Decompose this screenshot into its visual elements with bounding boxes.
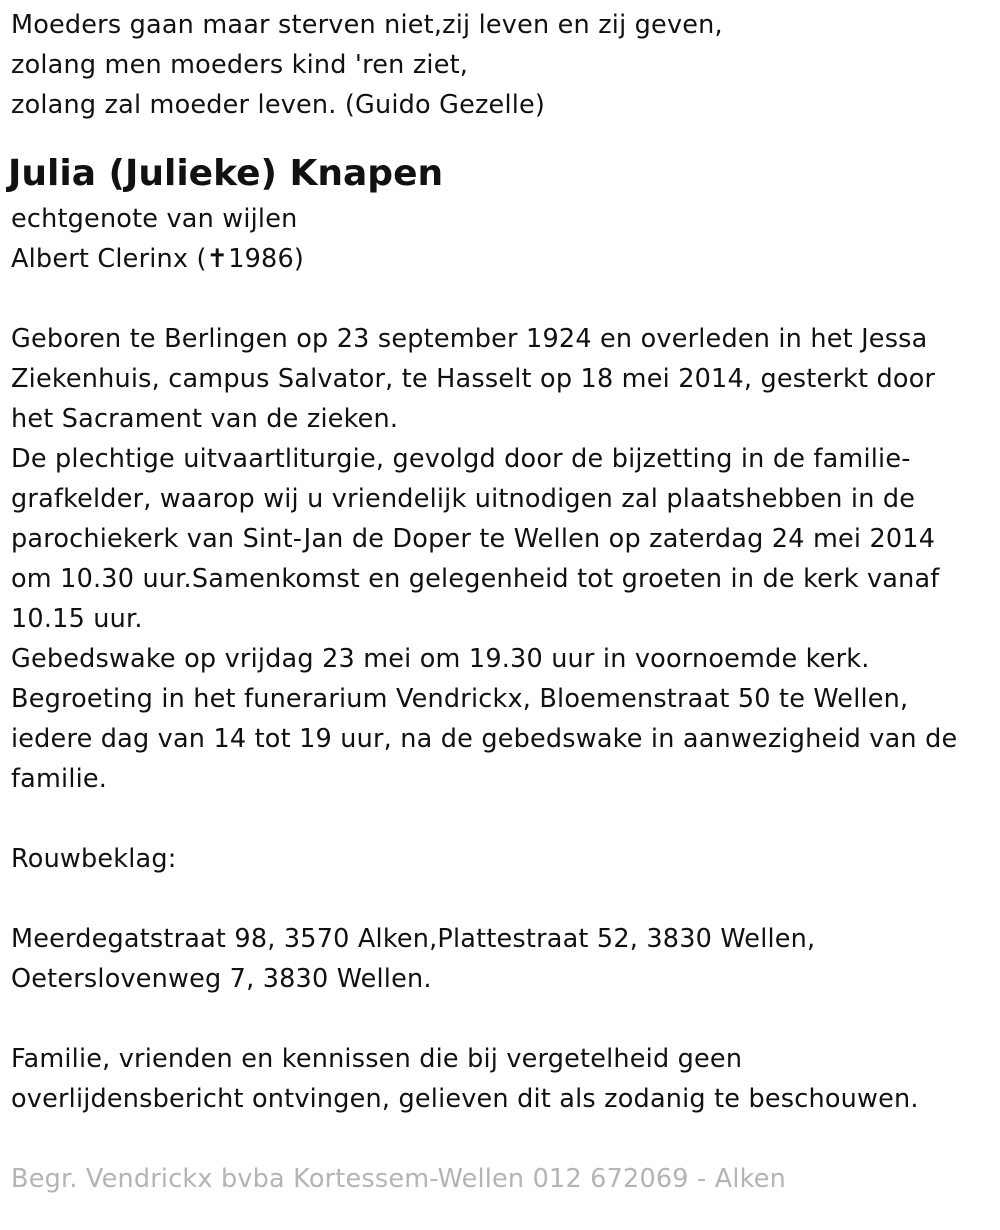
- body-line: Geboren te Berlingen op 23 september 1924 en overleden in het Jessa: [11, 324, 928, 354]
- body-line: om 10.30 uur.Samenkomst en gelegenheid tot groeten in de kerk vanaf: [11, 564, 940, 594]
- body-line: parochiekerk van Sint-Jan de Doper te Wellen op zaterdag 24 mei 2014: [11, 524, 936, 554]
- funeral-home-footer: Begr. Vendrickx bvba Kortessem-Wellen 012 672069 - Alken: [11, 1164, 786, 1194]
- addresses: [11, 919, 991, 999]
- body-line: het Sacrament van de zieken.: [11, 404, 399, 434]
- notice: [11, 1039, 991, 1119]
- spacer: [11, 999, 991, 1039]
- spouse-text: Albert Clerinx (✝1986): [11, 244, 305, 274]
- notice-line: Familie, vrienden en kennissen die bij vergetelheid geen: [11, 1044, 743, 1074]
- poem: [11, 5, 991, 125]
- body-line: Gebedswake op vrijdag 23 mei om 19.30 uur in voornoemde kerk.: [11, 644, 870, 674]
- relation-text: echtgenote van wijlen: [11, 204, 298, 234]
- condolences-label: Rouwbeklag:: [11, 844, 177, 874]
- body-line: grafkelder, waarop wij u vriendelijk uitnodigen zal plaatshebben in de: [11, 484, 916, 514]
- deceased-name: Julia (Julieke) Knapen: [8, 153, 444, 194]
- poem-line: zolang zal moeder leven. (Guido Gezelle): [11, 90, 546, 120]
- body-line: iedere dag van 14 tot 19 uur, na de gebedswake in aanwezigheid van de: [11, 724, 958, 754]
- obituary-body: [11, 319, 991, 799]
- body-line: De plechtige uitvaartliturgie, gevolgd door de bijzetting in de familie-: [11, 444, 911, 474]
- body-line: Ziekenhuis, campus Salvator, te Hasselt op 18 mei 2014, gesterkt door: [11, 364, 936, 394]
- body-line: 10.15 uur.: [11, 604, 143, 634]
- poem-line: zolang men moeders kind 'ren ziet,: [11, 50, 469, 80]
- address-line: Oeterslovenweg 7, 3830 Wellen.: [11, 964, 432, 994]
- notice-line: overlijdensbericht ontvingen, gelieven dit als zodanig te beschouwen.: [11, 1084, 919, 1114]
- spacer: [11, 1119, 991, 1159]
- body-line: Begroeting in het funerarium Vendrickx, Bloemenstraat 50 te Wellen,: [11, 684, 909, 714]
- spacer: [11, 799, 991, 839]
- obituary-document: [8, 0, 991, 1199]
- spacer: [11, 279, 991, 319]
- spacer: [11, 879, 991, 919]
- body-line: familie.: [11, 764, 108, 794]
- address-line: Meerdegatstraat 98, 3570 Alken,Plattestraat 52, 3830 Wellen,: [11, 924, 816, 954]
- poem-line: Moeders gaan maar sterven niet,zij leven en zij geven,: [11, 10, 723, 40]
